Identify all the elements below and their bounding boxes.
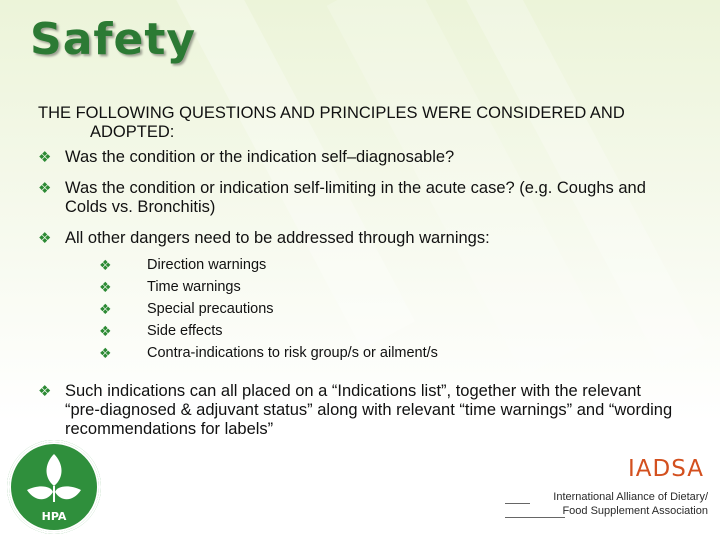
sub-bullet-text: Direction warnings <box>147 257 267 273</box>
sub-bullet-list <box>65 254 678 364</box>
slide-content <box>38 104 678 451</box>
intro-line-2: ADOPTED: <box>90 123 175 141</box>
sub-bullet-text: Time warnings <box>147 279 241 295</box>
bullet-item <box>38 229 678 364</box>
diamond-bullet-icon: ❖ <box>38 180 52 197</box>
sub-bullet-item <box>75 276 678 298</box>
diamond-bullet-icon: ❖ <box>99 257 112 273</box>
slide-title: Safety <box>30 14 197 65</box>
sub-bullet-item <box>75 342 678 364</box>
hpa-label: HPA <box>41 510 67 523</box>
bullet-list <box>38 148 678 439</box>
iadsa-tagline-line-2: Food Supplement Association <box>562 505 708 517</box>
diamond-bullet-icon: ❖ <box>38 383 52 400</box>
diamond-bullet-icon: ❖ <box>38 230 52 247</box>
diamond-bullet-icon: ❖ <box>99 323 112 339</box>
iadsa-tagline-line-1: International Alliance of Dietary/ <box>553 491 708 503</box>
bullet-item <box>38 179 678 217</box>
sub-bullet-item <box>75 254 678 276</box>
diamond-bullet-icon: ❖ <box>99 279 112 295</box>
iadsa-tagline <box>533 490 708 518</box>
hpa-logo <box>7 440 101 534</box>
bullet-item <box>38 148 678 167</box>
sub-bullet-text: Contra-indications to risk group/s or ailment/s <box>147 345 438 361</box>
sub-bullet-text: Special precautions <box>147 301 274 317</box>
intro-line-1: THE FOLLOWING QUESTIONS AND PRINCIPLES WERE CONSIDERED AND <box>38 104 625 122</box>
intro-heading <box>38 104 678 142</box>
iadsa-logo-text: IADSA <box>628 456 704 482</box>
diamond-bullet-icon: ❖ <box>99 301 112 317</box>
diamond-bullet-icon: ❖ <box>99 345 112 361</box>
sub-bullet-item <box>75 320 678 342</box>
bullet-text: Was the condition or indication self-limiting in the acute case? (e.g. Coughs and Colds vs. Bronchitis) <box>65 179 646 216</box>
bullet-text: Was the condition or the indication self–diagnosable? <box>65 148 455 166</box>
bullet-text: Such indications can all placed on a “Indications list”, together with the relevant “pre-diagnosed & adjuvant status” along with relevant “time warnings” and “wording recommendations for labels” <box>65 382 673 438</box>
sub-bullet-text: Side effects <box>147 323 223 339</box>
bullet-text: All other dangers need to be addressed through warnings: <box>65 229 490 247</box>
diamond-bullet-icon: ❖ <box>38 149 52 166</box>
sub-bullet-item <box>75 298 678 320</box>
divider <box>505 503 530 504</box>
bullet-item <box>38 382 678 439</box>
